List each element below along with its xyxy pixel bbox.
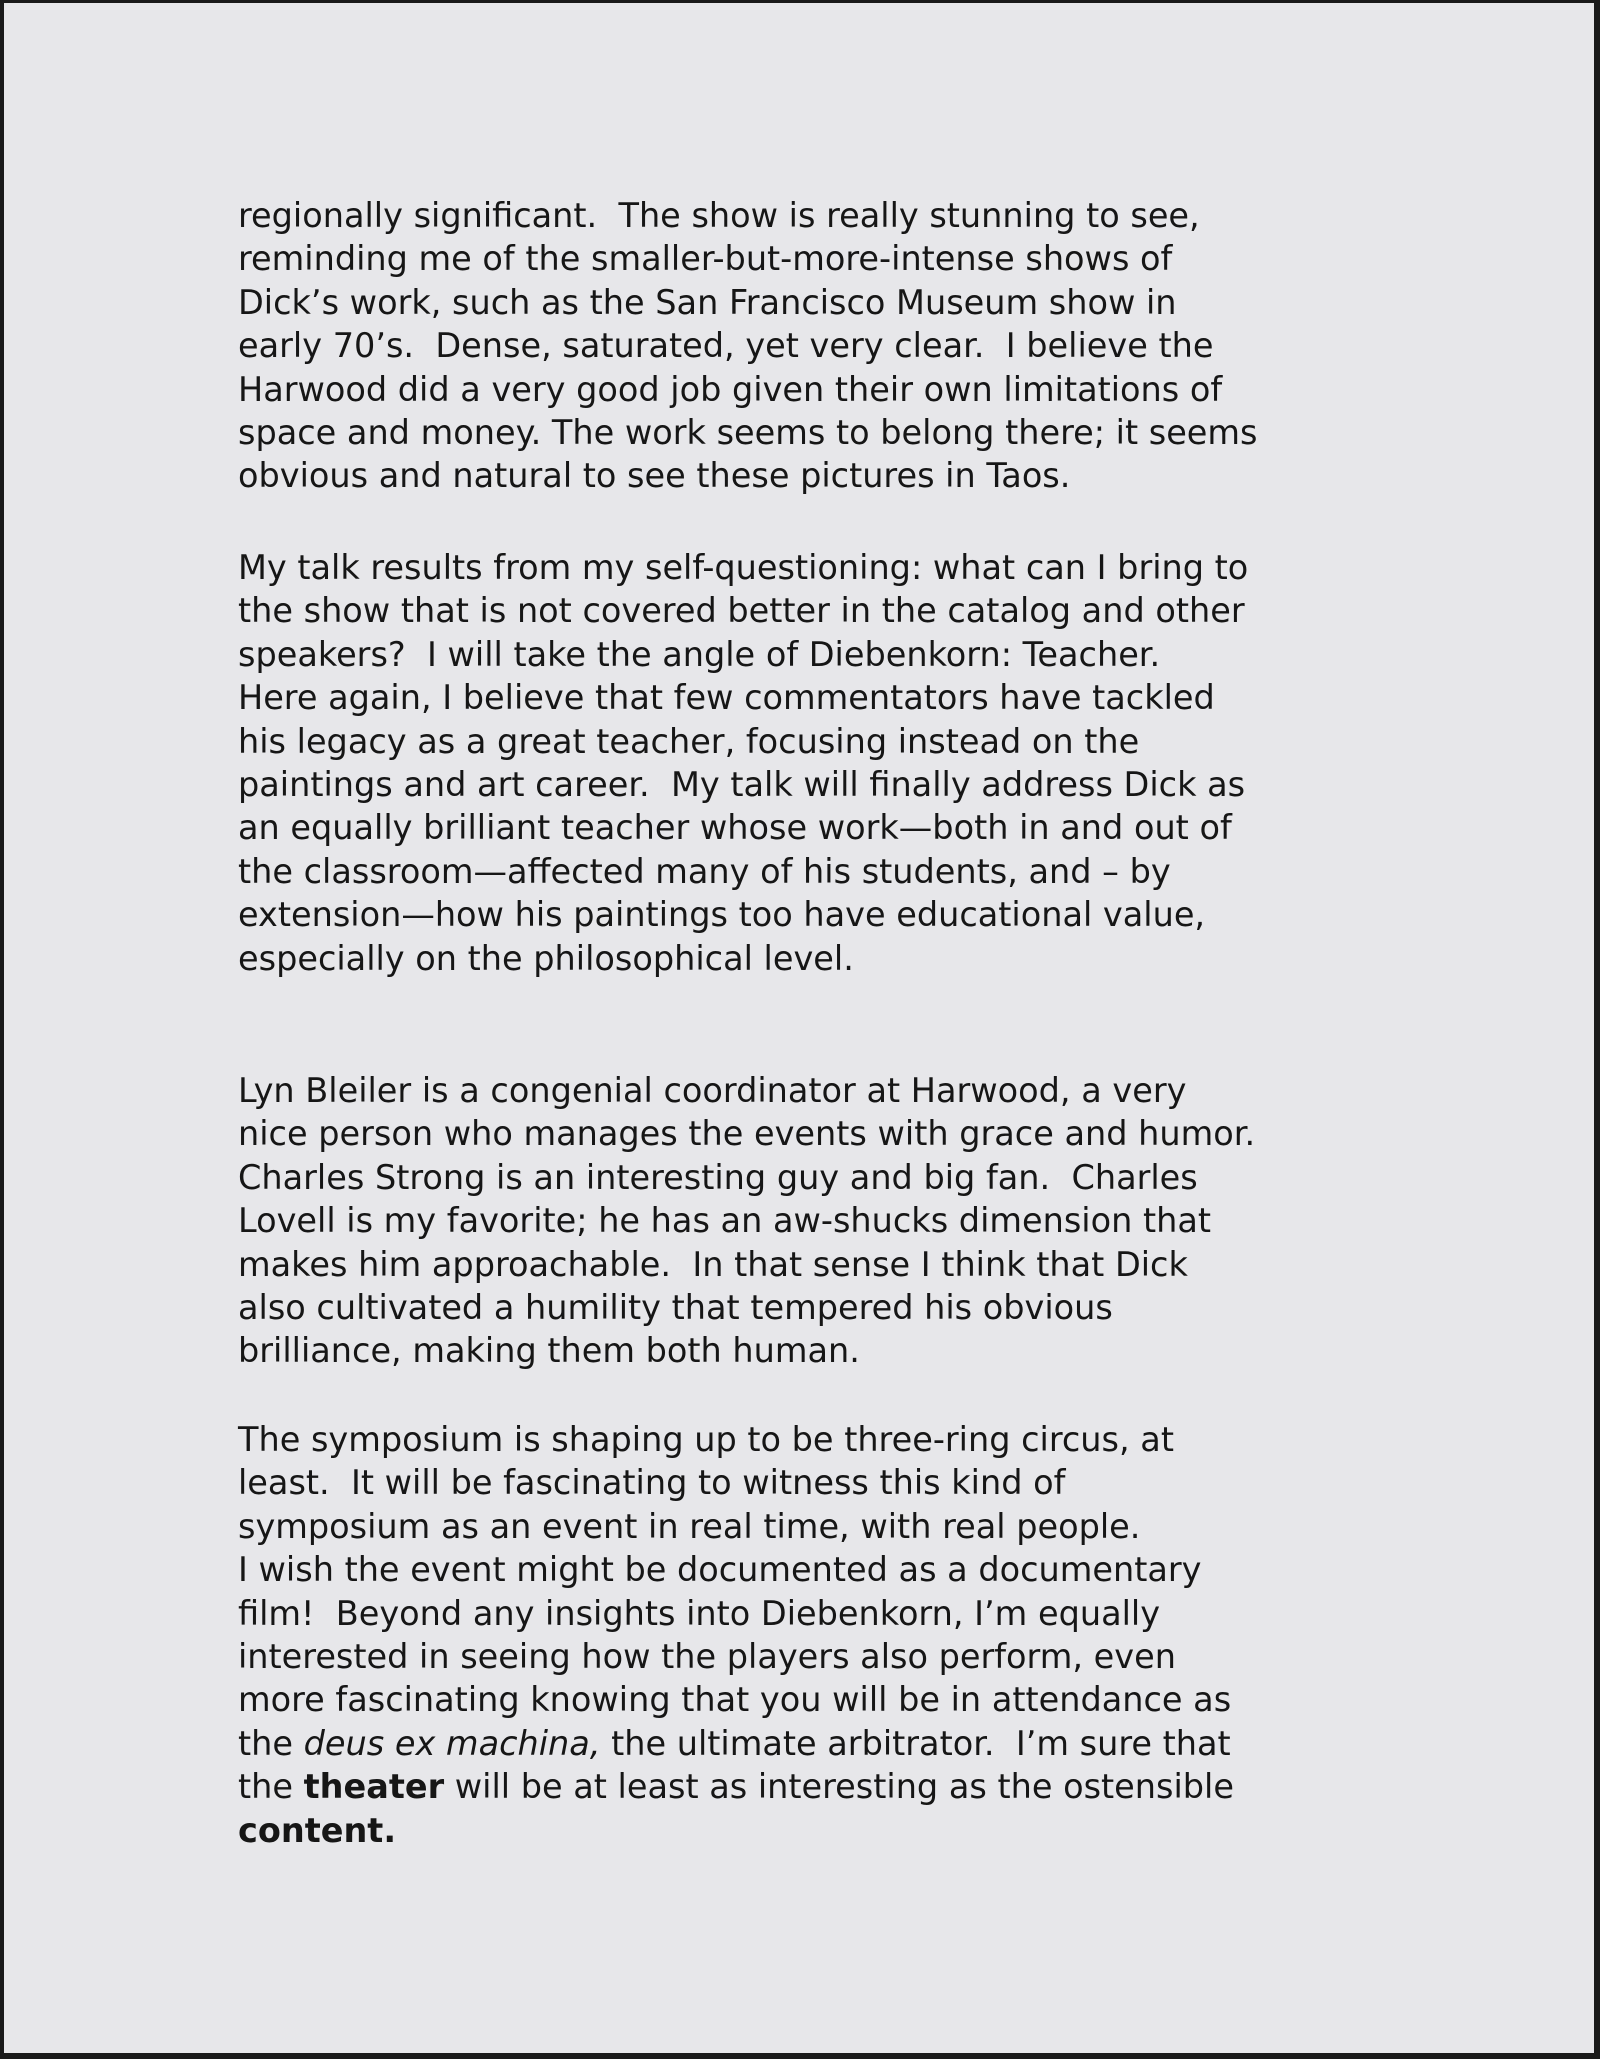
document-page [4,3,1594,2053]
text-line: especially on the philosophical level. [238,938,854,978]
text-line: I wish the event might be documented as a documentary [238,1550,1202,1590]
text-run: the ultimate arbitrator. I’m sure that [600,1723,1231,1763]
text-run: will be at least as interesting as the ostensible [444,1767,1234,1807]
text-line: My talk results from my self-questioning: what can I bring to [238,548,1249,587]
text-line: makes him approachable. In that sense I think that Dick [238,1244,1188,1284]
text-line: more fascinating knowing that you will be in attendance as [238,1680,1232,1720]
text-line: his legacy as a great teacher, focusing instead on the [238,721,1140,761]
text-line: an equally brilliant teacher whose work—both in and out of [238,808,1232,848]
text-line-content [238,1809,1368,1852]
text-line: paintings and art career. My talk will finally address Dick as [238,765,1246,805]
text-line: Dick’s work, such as the San Francisco Museum show in [238,282,1177,322]
text-line: brilliance, making them both human. [238,1331,860,1371]
paragraph-3 [238,1069,1368,1373]
text-line: least. It will be fascinating to witness this kind of [238,1463,1066,1503]
paragraph-4 [238,1418,1368,1852]
text-line: symposium as an event in real time, with real people. [238,1506,1141,1546]
text-run: the [238,1767,304,1807]
text-line: Harwood did a very good job given their own limitations of [238,369,1223,409]
text-line: obvious and natural to see these pictures in Taos. [238,456,1071,496]
text-line: Lovell is my favorite; he has an aw-shucks dimension that [238,1201,1212,1241]
text-line: space and money. The work seems to belong there; it seems [238,413,1258,453]
text-line: regionally significant. The show is really stunning to see, [238,196,1200,235]
bold-word: theater [303,1767,445,1807]
text-line: Here again, I believe that few commentators have tackled [238,678,1215,718]
text-line: film! Beyond any insights into Diebenkorn, I’m equally [238,1593,1161,1633]
text-line: the show that is not covered better in the catalog and other [238,591,1245,631]
text-line: the classroom—affected many of his students, and – by [238,851,1171,891]
italic-phrase: deus ex machina, [303,1723,601,1763]
bold-word: content. [238,1810,397,1850]
text-line: reminding me of the smaller-but-more-intense shows of [238,239,1173,279]
text-line: also cultivated a humility that tempered his obvious [238,1288,1113,1328]
text-line: interested in seeing how the players also perform, even [238,1637,1176,1677]
text-line: early 70’s. Dense, saturated, yet very clear. I believe the [238,326,1214,366]
text-line-theater [238,1765,1368,1808]
text-run: the [238,1723,304,1763]
text-line: nice person who manages the events with grace and humor. [238,1114,1256,1154]
text-line-deus [238,1722,1368,1765]
paragraph-2 [238,546,1368,980]
paragraph-1 [238,194,1368,498]
text-line: speakers? I will take the angle of Diebenkorn: Teacher. [238,634,1161,674]
text-line: The symposium is shaping up to be three-ring circus, at [238,1420,1174,1459]
text-line: extension—how his paintings too have educational value, [238,895,1206,935]
text-line: Charles Strong is an interesting guy and big fan. Charles [238,1157,1198,1197]
text-line: Lyn Bleiler is a congenial coordinator at Harwood, a very [238,1071,1187,1110]
